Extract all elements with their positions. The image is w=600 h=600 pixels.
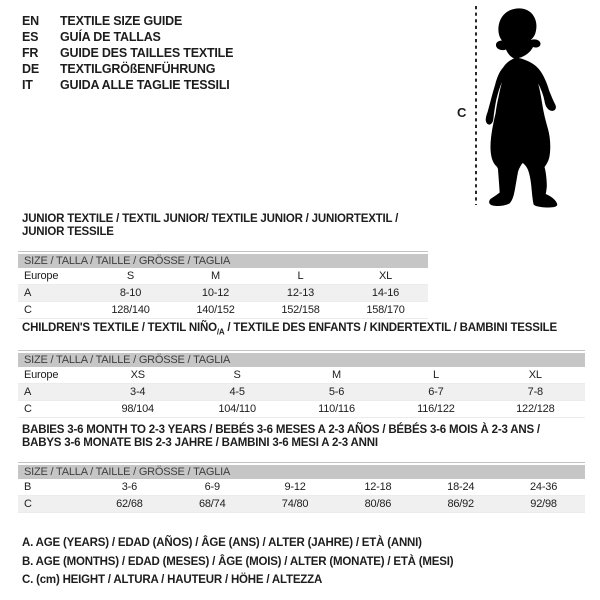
toddler-figure-svg bbox=[447, 4, 597, 212]
size-cell: 14-16 bbox=[371, 287, 400, 299]
size-header-bar: SIZE / TALLA / TAILLE / GRÖSSE / TAGLIA bbox=[18, 465, 585, 479]
table-title-text: /A bbox=[216, 327, 225, 337]
table-title-text: JUNIOR TEXTILE / TEXTIL JUNIOR/ TEXTILE JUNIOR / JUNIORTEXTIL / JUNIOR TESSILE bbox=[22, 213, 399, 238]
table-title-text: BABYS 3-6 MONATE BIS 2-3 JAHRE / BAMBINI 3-6 MESI A 2-3 ANNI bbox=[22, 437, 378, 449]
junior-size-table bbox=[18, 251, 428, 319]
language-row bbox=[22, 29, 233, 45]
table-title-text: BABIES 3-6 MONTH TO 2-3 YEARS / BEBÉS 3-6 MESES A 2-3 AÑOS / BÉBÉS 3-6 MOIS À 2-3 ANS / bbox=[22, 424, 540, 436]
language-code: FR bbox=[22, 46, 39, 60]
language-code: EN bbox=[22, 14, 39, 28]
language-code: DE bbox=[22, 62, 39, 76]
size-cell: M bbox=[211, 270, 220, 282]
row-label: C bbox=[24, 304, 32, 316]
table-title bbox=[18, 322, 585, 338]
footnote-c: C. (cm) HEIGHT / ALTURA / HAUTEUR / HÖHE / ALTEZZA bbox=[22, 574, 323, 586]
table-rows bbox=[18, 268, 428, 319]
size-cell: 9-12 bbox=[284, 481, 306, 493]
language-title: GUIDE DES TAILLES TEXTILE bbox=[60, 46, 234, 60]
table-row bbox=[18, 401, 585, 418]
table-row bbox=[18, 384, 585, 401]
size-header-bar: SIZE / TALLA / TAILLE / GRÖSSE / TAGLIA bbox=[18, 353, 585, 367]
size-cell: 86/92 bbox=[447, 498, 474, 510]
language-title: GUÍA DE TALLAS bbox=[60, 30, 161, 44]
size-cell: 6-7 bbox=[428, 386, 444, 399]
size-cell: L bbox=[297, 270, 304, 282]
children-size-table bbox=[18, 350, 585, 418]
row-label: Europe bbox=[24, 270, 59, 282]
size-cell: 18-24 bbox=[447, 481, 475, 493]
table-row bbox=[18, 496, 585, 513]
footnote-b: B. AGE (MONTHS) / EDAD (MESES) / ÂGE (MOIS) / ALTER (MONATE) / ETÀ (MESI) bbox=[22, 555, 454, 568]
size-cell: 62/68 bbox=[116, 498, 143, 510]
table-row bbox=[18, 479, 585, 496]
table-row bbox=[18, 367, 585, 384]
size-cell: 104/110 bbox=[218, 403, 256, 416]
row-label: A bbox=[24, 287, 32, 299]
size-cell: 8-10 bbox=[119, 287, 142, 299]
size-cell: XL bbox=[378, 270, 393, 282]
language-title: TEXTILE SIZE GUIDE bbox=[60, 14, 183, 28]
language-list bbox=[22, 13, 233, 93]
size-cell: 3-4 bbox=[130, 386, 146, 399]
table-row bbox=[18, 268, 428, 285]
size-cell: 92/98 bbox=[530, 498, 557, 510]
size-cell: 5-6 bbox=[328, 386, 345, 399]
size-cell: 4-5 bbox=[229, 386, 245, 399]
size-cell: 98/104 bbox=[121, 403, 154, 416]
language-code: ES bbox=[22, 30, 39, 44]
footnotes bbox=[22, 534, 453, 590]
language-title: TEXTILGRÖßENFÜHRUNG bbox=[60, 62, 216, 76]
table-title bbox=[18, 213, 428, 239]
size-cell: S bbox=[126, 270, 135, 282]
language-row bbox=[22, 45, 233, 61]
height-figure bbox=[447, 4, 597, 212]
size-cell: 12-18 bbox=[364, 481, 392, 493]
toddler-silhouette bbox=[486, 8, 558, 207]
footnote-a: A. AGE (YEARS) / EDAD (AÑOS) / ÂGE (ANS) / ALTER (JAHRE) / ETÀ (ANNI) bbox=[22, 537, 422, 549]
row-label: C bbox=[24, 498, 32, 510]
size-cell: 122/128 bbox=[516, 403, 555, 416]
table-row bbox=[18, 302, 428, 319]
size-cell: 3-6 bbox=[121, 481, 138, 493]
table-title-text: CHILDREN'S TEXTILE / TEXTIL NIÑO bbox=[22, 322, 217, 334]
size-cell: 12-13 bbox=[286, 287, 315, 299]
row-label: C bbox=[24, 403, 32, 416]
size-header-bar: SIZE / TALLA / TAILLE / GRÖSSE / TAGLIA bbox=[18, 254, 428, 268]
row-label: Europe bbox=[24, 369, 59, 382]
language-row bbox=[22, 13, 233, 29]
language-row bbox=[22, 77, 233, 93]
size-cell: M bbox=[332, 369, 341, 382]
junior-section bbox=[18, 213, 428, 319]
table-title bbox=[18, 424, 585, 450]
row-label: B bbox=[24, 481, 32, 493]
language-title: GUIDA ALLE TAGLIE TESSILI bbox=[60, 78, 230, 92]
size-cell: 10-12 bbox=[201, 287, 230, 299]
size-cell: 116/122 bbox=[417, 403, 455, 416]
size-cell: XL bbox=[528, 369, 542, 382]
table-title-text: / TEXTILE DES ENFANTS / KINDERTEXTIL / BAMBINI TESSILE bbox=[224, 322, 557, 334]
babies-size-table bbox=[18, 462, 585, 513]
size-cell: 68/74 bbox=[198, 498, 226, 510]
size-cell: XS bbox=[130, 369, 145, 382]
size-cell: L bbox=[432, 369, 439, 382]
table-row bbox=[18, 285, 428, 302]
language-row bbox=[22, 61, 233, 77]
size-cell: 140/152 bbox=[196, 304, 235, 316]
height-measure-label: C bbox=[457, 105, 467, 120]
babies-section bbox=[18, 424, 585, 513]
size-cell: 6-9 bbox=[204, 481, 220, 493]
table-rows bbox=[18, 479, 585, 513]
size-cell: 158/170 bbox=[366, 304, 405, 316]
language-code: IT bbox=[22, 78, 33, 92]
table-rows bbox=[18, 367, 585, 418]
size-cell: 128/140 bbox=[111, 304, 150, 316]
size-cell: 110/116 bbox=[318, 403, 355, 416]
size-cell: 7-8 bbox=[527, 386, 543, 399]
row-label: A bbox=[24, 386, 32, 399]
size-cell: 80/86 bbox=[364, 498, 392, 510]
size-cell: 24-36 bbox=[529, 481, 558, 493]
size-cell: S bbox=[233, 369, 241, 382]
children-section bbox=[18, 322, 585, 418]
size-cell: 152/158 bbox=[281, 304, 320, 316]
size-cell: 74/80 bbox=[281, 498, 309, 510]
